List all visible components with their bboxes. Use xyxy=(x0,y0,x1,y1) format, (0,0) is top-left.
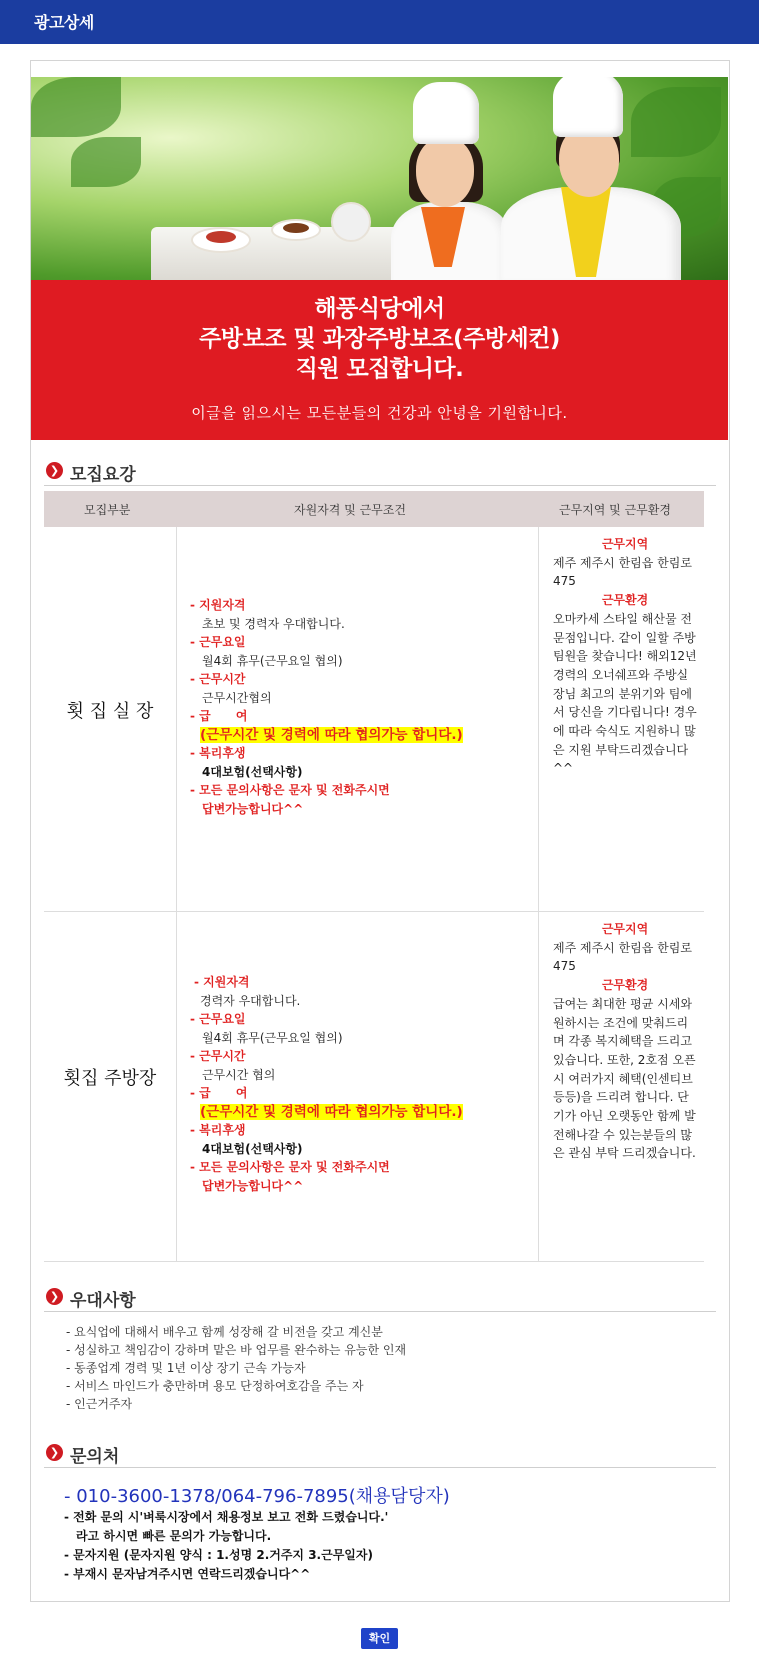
benefits-list xyxy=(66,1323,406,1413)
list-item: - 동종업계 경력 및 1년 이상 장기 근속 가능자 xyxy=(66,1361,306,1375)
col-header-position: 모집부분 xyxy=(84,503,131,517)
table-divider xyxy=(538,527,539,1261)
contact-phone: - 010-3600-1378/064-796-7895(채용담당자) xyxy=(64,1486,450,1507)
list-item: - 성실하고 책임감이 강하며 맡은 바 업무를 완수하는 유능한 인재 xyxy=(66,1343,407,1357)
section-divider xyxy=(44,1467,716,1468)
page-title: 광고상세 xyxy=(34,13,94,32)
col-header-conditions: 자원자격 및 근무조건 xyxy=(294,503,406,517)
headline-line-3: 직원 모집합니다. xyxy=(295,356,464,382)
contact-notes: - 전화 문의 시'벼룩시장에서 채용정보 보고 전화 드렸습니다.' 라고 하시면 빠른 문의가 가능합니다. - 문자지원 (문자지원 양식 : 1.성명 2.거주지 3.근무일자) - 부재시 문자남겨주시면 연락드리겠습니다^^ xyxy=(64,1510,389,1581)
banner-image xyxy=(31,77,728,280)
chevron-right-icon: ❯ xyxy=(46,1444,63,1461)
list-item: - 요식업에 대해서 배우고 함께 성장해 갈 비전을 갖고 계신분 xyxy=(66,1325,383,1339)
table-divider xyxy=(44,1261,704,1262)
position-name: 횟 집 실 장 xyxy=(66,701,154,722)
headline-line-2: 주방보조 및 과장주방보조(주방세컨) xyxy=(199,326,560,352)
conditions-block: - 지원자격 경력자 우대합니다. - 근무요일 월4회 휴무(근무요일 협의) - 근무시간 근무시간 협의 - 급 여 (근무시간 및 경력에 따라 협의가능 합니다.) - 복리후생 4대보험(선택사항) - 모든 문의사항은 문자 및 전화주시면 답변가능합니다^^ xyxy=(190,975,463,1193)
table-divider xyxy=(44,911,704,912)
headline-banner xyxy=(31,280,728,440)
chevron-right-icon: ❯ xyxy=(46,462,63,479)
chevron-right-icon: ❯ xyxy=(46,1288,63,1305)
conditions-block: - 지원자격 초보 및 경력자 우대합니다. - 근무요일 월4회 휴무(근무요일 협의) - 근무시간 근무시간협의 - 급 여 (근무시간 및 경력에 따라 협의가능 합니다.) - 복리후생 4대보험(선택사항) - 모든 문의사항은 문자 및 전화주시면 답변가능합니다^^ xyxy=(190,598,463,816)
section-divider xyxy=(44,485,716,486)
area-block: 근무지역 제주 제주시 한림읍 한림로 475 근무환경 오마카세 스타일 해산물 전문점입니다. 같이 일할 주방팀원을 찾습니다! 해외12년 경력의 오너쉐프와 주방실장님 최고의 분위기와 팀에서 당신을 기다립니다! 경우에 따라 숙식도 지원하니 많은 지원 부탁드리겠습니다^^ xyxy=(553,537,697,776)
position-name: 횟집 주방장 xyxy=(63,1068,157,1089)
pay-highlight: (근무시간 및 경력에 따라 협의가능 합니다.) xyxy=(200,1103,463,1120)
section-divider xyxy=(44,1311,716,1312)
greeting-text: 이글을 읽으시는 모든분들의 건강과 안녕을 기원합니다. xyxy=(191,404,568,422)
list-item: - 인근거주자 xyxy=(66,1397,133,1411)
table-divider xyxy=(176,527,177,1261)
header-bar xyxy=(0,0,759,44)
area-block: 근무지역 제주 제주시 한림읍 한림로 475 근무환경 급여는 최대한 평균 시세와 원하시는 조건에 맞춰드리며 각종 복지혜택을 드리고 있습니다. 또한, 2호점 오픈시 여러가지 혜택(인센티브 등등)을 드리려 합니다. 단기가 아닌 오랫동안 함께 발전해나갈 수 있는분들의 많은 관심 부탁 드리겠습니다. xyxy=(553,922,696,1161)
list-item: - 서비스 마인드가 충만하며 용모 단정하여호감을 주는 자 xyxy=(66,1379,364,1393)
col-header-area: 근무지역 및 근무환경 xyxy=(559,503,671,517)
pay-highlight: (근무시간 및 경력에 따라 협의가능 합니다.) xyxy=(200,726,463,743)
confirm-button[interactable]: 확인 xyxy=(361,1628,398,1649)
recruit-table-header xyxy=(44,491,704,527)
headline-line-1: 해풍식당에서 xyxy=(314,296,445,322)
